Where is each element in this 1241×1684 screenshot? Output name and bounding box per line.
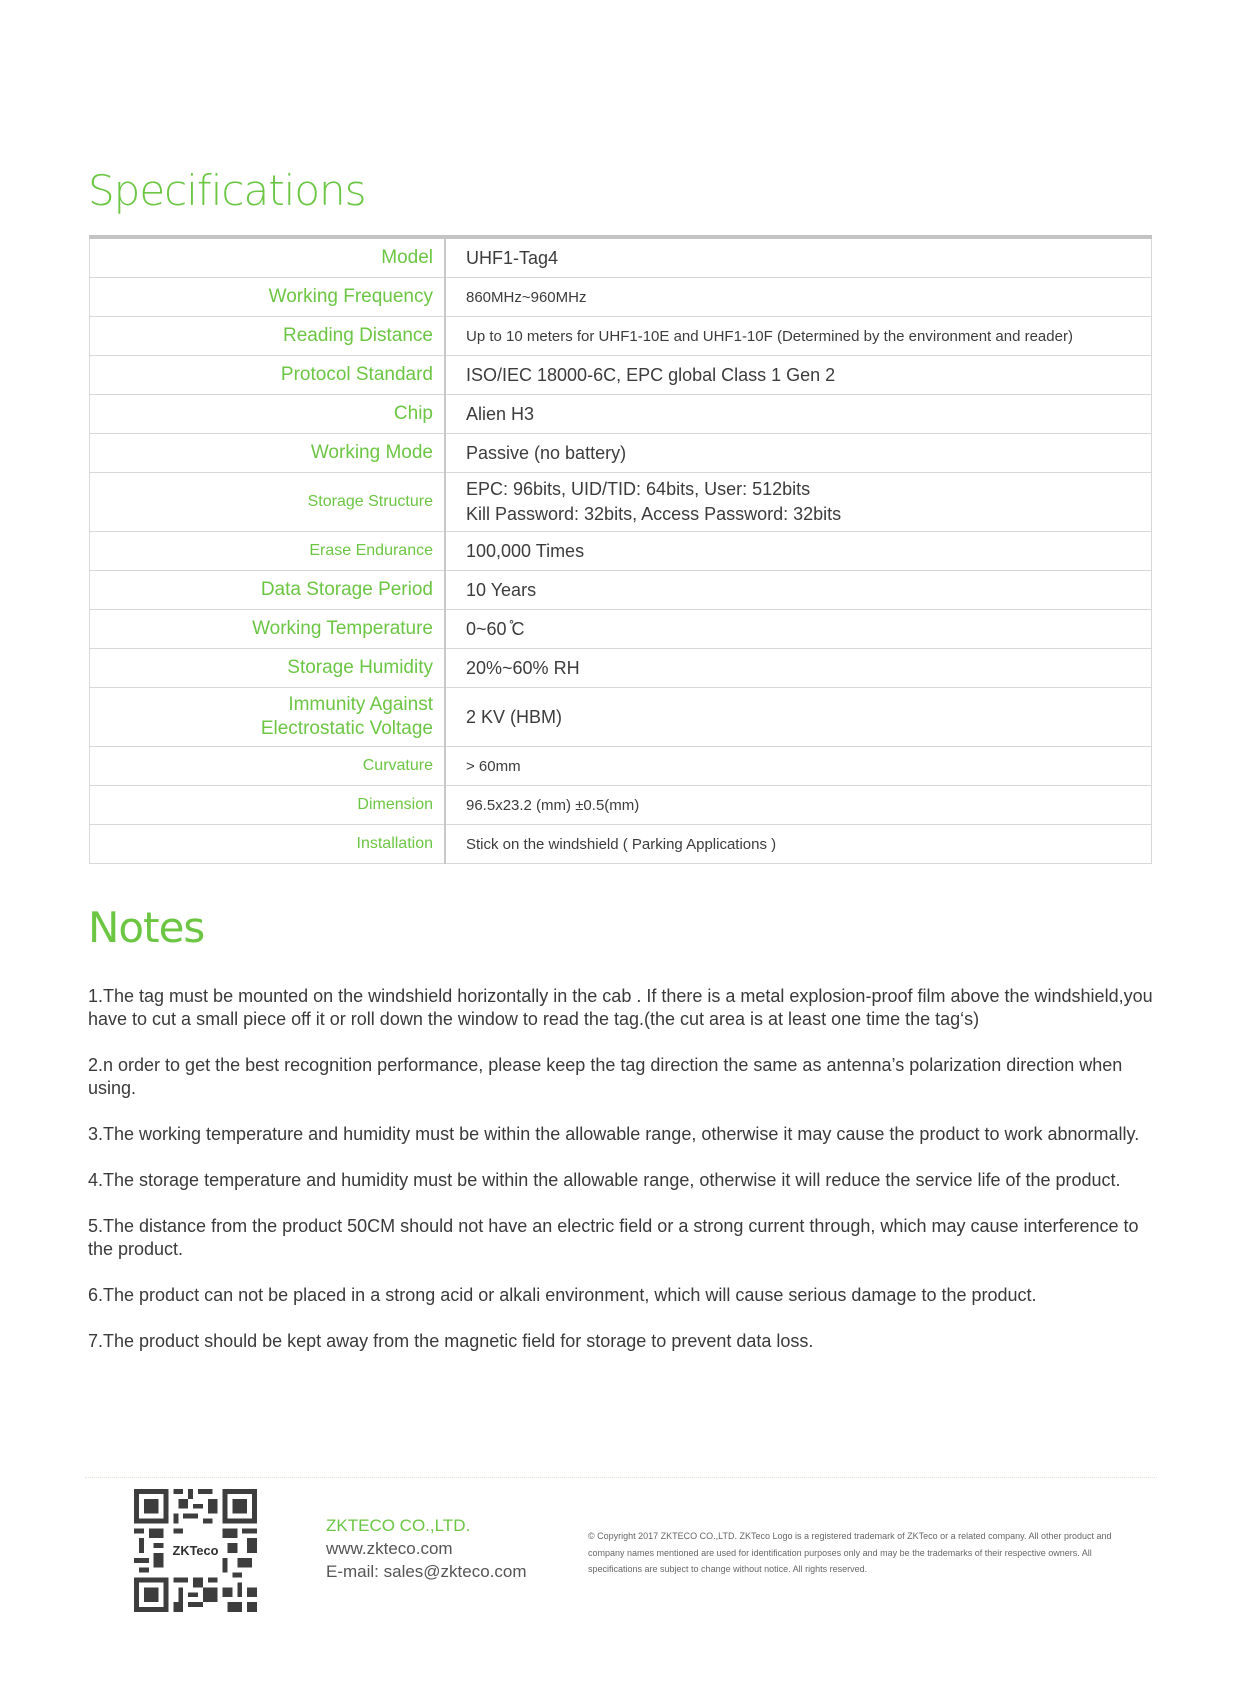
spec-value-working-mode: Passive (no battery) <box>445 434 1152 473</box>
copyright-notice: © Copyright 2017 ZKTECO CO.,LTD. ZKTeco Logo is a registered trademark of ZKTeco or a related company. All other product and company names mentioned are used for identification purposes only and may be the trademarks of their respective owners. All specifications are subject to change without notice. All rights reserved. <box>588 1531 1112 1574</box>
spec-value-erase-endurance: 100,000 Times <box>445 532 1152 571</box>
spec-label-storage-humidity: Storage Humidity <box>90 649 446 688</box>
table-row <box>90 532 1152 571</box>
company-info <box>326 1514 527 1583</box>
company-website-link[interactable]: www.zkteco.com <box>326 1539 453 1558</box>
spec-label-storage-structure: Storage Structure <box>90 473 446 532</box>
spec-value-working-temperature: 0~60 ̊C <box>445 610 1152 649</box>
notes-heading: Notes <box>88 903 205 952</box>
spec-value-working-frequency: 860MHz~960MHz <box>445 278 1152 317</box>
notes-list <box>88 985 1168 1376</box>
spec-label-protocol-standard: Protocol Standard <box>90 356 446 395</box>
spec-label-curvature: Curvature <box>90 747 446 786</box>
spec-value-reading-distance: Up to 10 meters for UHF1-10E and UHF1-10F (Determined by the environment and reader) <box>445 317 1152 356</box>
spec-value-protocol-standard: ISO/IEC 18000-6C, EPC global Class 1 Gen 2 <box>445 356 1152 395</box>
spec-label-working-frequency: Working Frequency <box>90 278 446 317</box>
table-row <box>90 395 1152 434</box>
spec-label-line: Electrostatic Voltage <box>260 718 433 739</box>
table-row <box>90 610 1152 649</box>
table-row <box>90 688 1152 747</box>
note-item: 5.The distance from the product 50CM should not have an electric field or a strong current through, which may cause interference to the product. <box>88 1216 1139 1259</box>
table-row <box>90 237 1152 278</box>
table-row <box>90 786 1152 825</box>
table-row <box>90 356 1152 395</box>
spec-value-storage-humidity: 20%~60% RH <box>445 649 1152 688</box>
spec-value-model: UHF1-Tag4 <box>445 237 1152 278</box>
note-item: 4.The storage temperature and humidity must be within the allowable range, otherwise it will reduce the service life of the product. <box>88 1170 1121 1190</box>
qr-logo-text: ZKTeco <box>172 1542 219 1558</box>
spec-label-installation: Installation <box>90 825 446 864</box>
spec-label-working-mode: Working Mode <box>90 434 446 473</box>
spec-label-data-storage-period: Data Storage Period <box>90 571 446 610</box>
table-row <box>90 747 1152 786</box>
specifications-table <box>89 235 1152 864</box>
spec-label-erase-endurance: Erase Endurance <box>90 532 446 571</box>
specifications-heading: Specifications <box>88 166 366 215</box>
spec-label-line: Immunity Against <box>288 694 433 715</box>
spec-label-chip: Chip <box>90 395 446 434</box>
table-row <box>90 317 1152 356</box>
note-item: 2.n order to get the best recognition performance, please keep the tag direction the same as antenna’s polarization direction when using. <box>88 1055 1123 1098</box>
qr-code-icon <box>134 1489 257 1612</box>
note-item: 3.The working temperature and humidity must be within the allowable range, otherwise it may cause the product to work abnormally. <box>88 1124 1140 1144</box>
spec-label-working-temperature: Working Temperature <box>90 610 446 649</box>
note-item: 7.The product should be kept away from the magnetic field for storage to prevent data loss. <box>88 1331 814 1351</box>
table-row <box>90 278 1152 317</box>
spec-value-chip: Alien H3 <box>445 395 1152 434</box>
table-row <box>90 434 1152 473</box>
table-row <box>90 649 1152 688</box>
spec-label-immunity-electrostatic <box>90 688 446 747</box>
spec-value-line: EPC: 96bits, UID/TID: 64bits, User: 512bits <box>466 479 811 499</box>
company-email-link[interactable]: E-mail: sales@zkteco.com <box>326 1562 527 1581</box>
company-name: ZKTECO CO.,LTD. <box>326 1516 471 1535</box>
table-row <box>90 825 1152 864</box>
spec-label-reading-distance: Reading Distance <box>90 317 446 356</box>
spec-value-storage-structure <box>445 473 1152 532</box>
table-row <box>90 473 1152 532</box>
spec-label-dimension: Dimension <box>90 786 446 825</box>
spec-label-model: Model <box>90 237 446 278</box>
spec-value-line: Kill Password: 32bits, Access Password: 32bits <box>466 504 842 524</box>
spec-value-dimension: 96.5x23.2 (mm) ±0.5(mm) <box>445 786 1152 825</box>
spec-value-immunity-electrostatic: 2 KV (HBM) <box>445 688 1152 747</box>
table-row <box>90 571 1152 610</box>
note-item: 1.The tag must be mounted on the windshield horizontally in the cab . If there is a metal explosion-proof film above the windshield,you have to cut a small piece off it or roll down the window to read the tag.(the cut area is at least one time the tag‘s) <box>88 986 1153 1029</box>
note-item: 6.The product can not be placed in a strong acid or alkali environment, which will cause serious damage to the product. <box>88 1285 1037 1305</box>
spec-value-curvature: > 60mm <box>445 747 1152 786</box>
spec-value-data-storage-period: 10 Years <box>445 571 1152 610</box>
footer-divider <box>85 1477 1157 1478</box>
spec-value-installation: Stick on the windshield ( Parking Applications ) <box>445 825 1152 864</box>
